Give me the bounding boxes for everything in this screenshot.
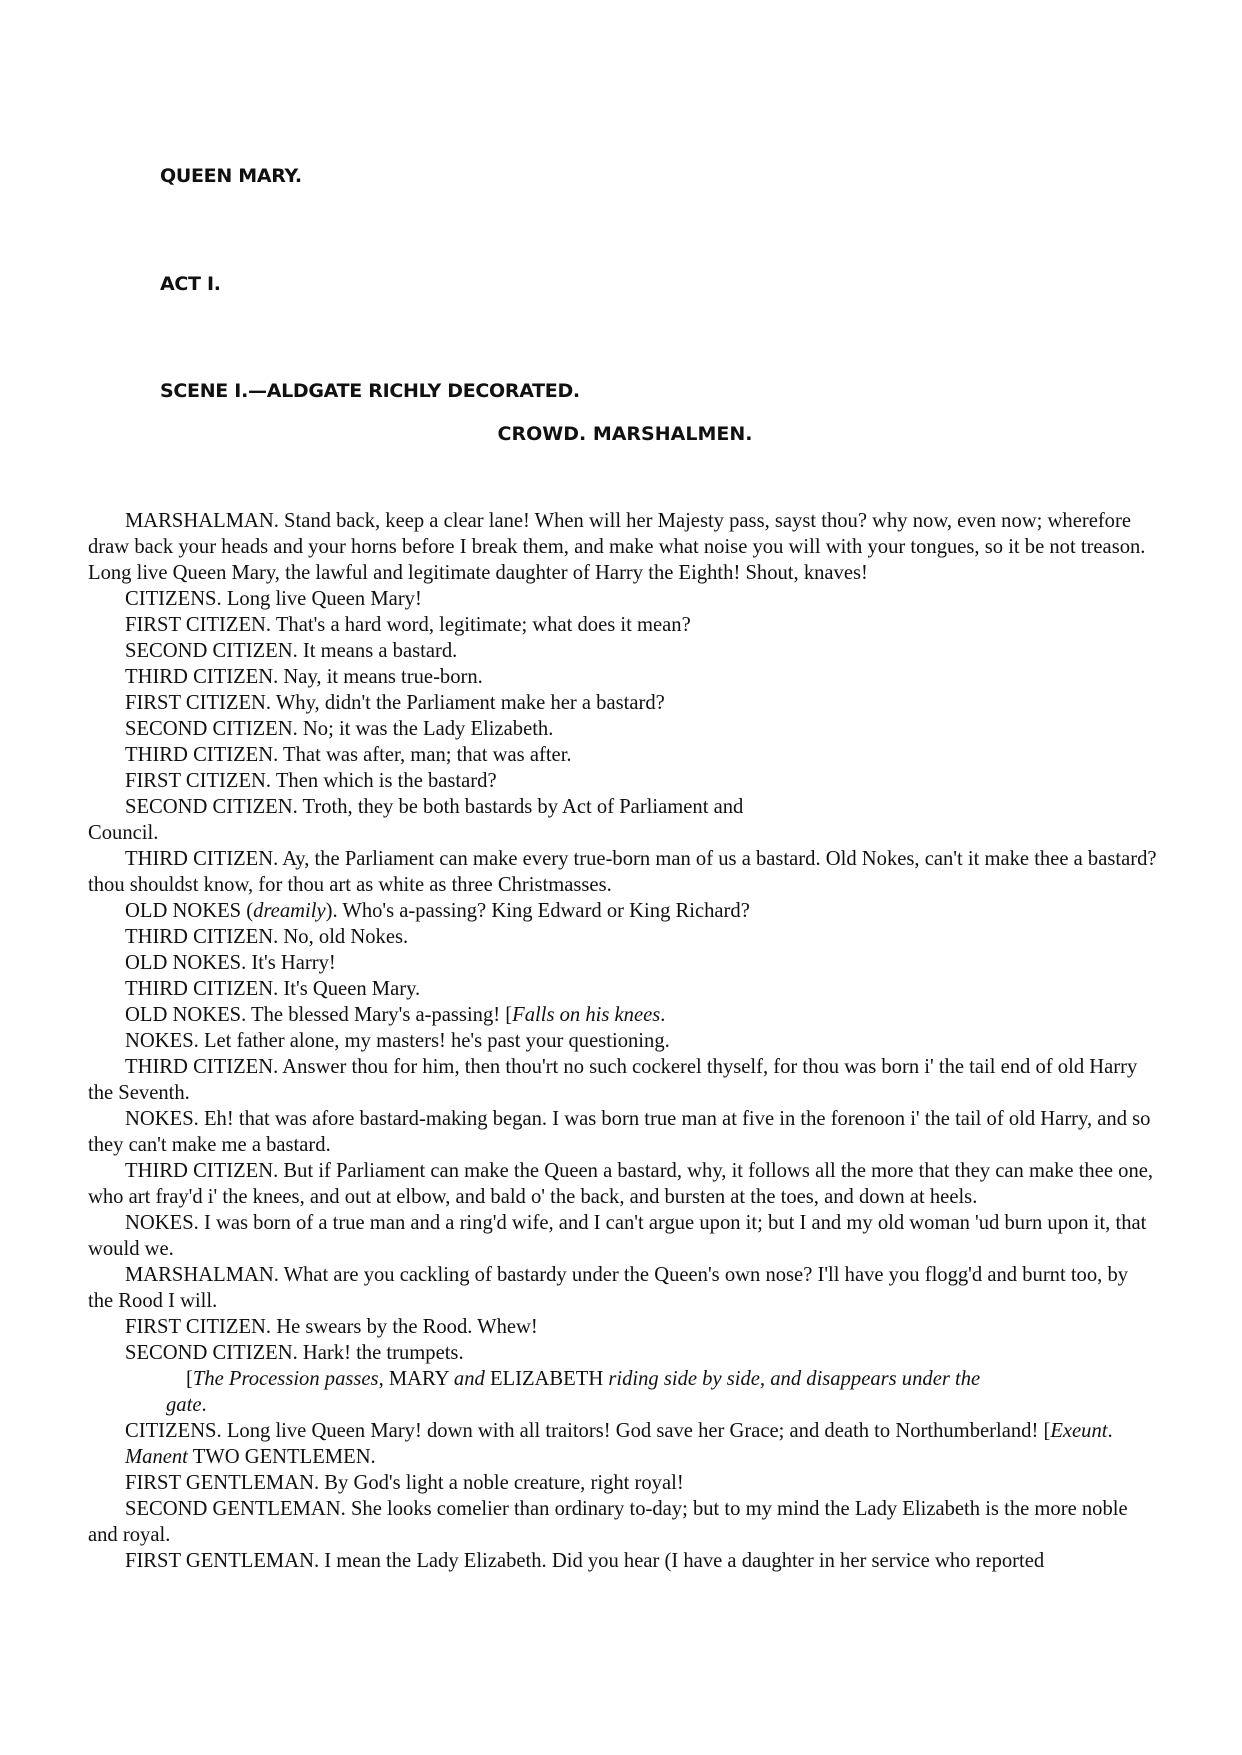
speech-text: Why, didn't the Parliament make her a bastard? xyxy=(271,692,665,714)
speech-text: No; it was the Lady Elizabeth. xyxy=(297,718,554,740)
dialogue-block-2 xyxy=(88,1418,1158,1574)
dialogue-line xyxy=(88,950,1158,976)
speaker-name: SECOND CITIZEN. xyxy=(125,1342,298,1364)
speaker-name: MARSHALMAN. xyxy=(125,1264,279,1286)
dialogue-line xyxy=(88,1340,1158,1366)
punctuation: . xyxy=(660,1004,666,1026)
speaker-name: FIRST CITIZEN. xyxy=(125,614,272,636)
speech-text: Long live Queen Mary! down with all traitors! God save her Grace; and death to Northumberland! [ xyxy=(221,1420,1051,1442)
dialogue-line xyxy=(88,898,1158,924)
speaker-name: THIRD CITIZEN. xyxy=(125,978,279,1000)
speaker-name: SECOND CITIZEN. xyxy=(125,796,298,818)
speaker-name: THIRD CITIZEN. xyxy=(125,1160,279,1182)
speech-text: She looks comelier than ordinary to-day; but to my mind the Lady Elizabeth is the more noble and royal. xyxy=(88,1498,1128,1546)
dialogue-line xyxy=(88,820,1158,846)
dialogue-line xyxy=(88,768,1158,794)
speech-text: That's a hard word, legitimate; what does it mean? xyxy=(271,614,691,636)
speech-text: Council. xyxy=(88,822,159,844)
speech-text: No, old Nokes. xyxy=(278,926,409,948)
stage-direction-text: Falls on his knees xyxy=(512,1004,661,1026)
dialogue-line xyxy=(88,716,1158,742)
speaker-name: THIRD CITIZEN. xyxy=(125,744,279,766)
speech-text: The blessed Mary's a-passing! [ xyxy=(246,1004,513,1026)
dialogue-line xyxy=(88,1470,1158,1496)
dialogue-line xyxy=(88,690,1158,716)
speaker-name: NOKES. xyxy=(125,1212,199,1234)
dialogue-line xyxy=(88,508,1158,586)
speaker-name: FIRST GENTLEMAN. xyxy=(125,1472,320,1494)
speaker-name: CITIZENS. xyxy=(125,588,222,610)
speaker-name: OLD NOKES. xyxy=(125,1004,247,1026)
speech-text: It's Harry! xyxy=(246,952,336,974)
speech-text: What are you cackling of bastardy under the Queen's own nose? I'll have you flogg'd and burnt too, by the Rood I will. xyxy=(88,1264,1129,1312)
speaker-name: CITIZENS. xyxy=(125,1420,222,1442)
speech-text: Long live Queen Mary! xyxy=(221,588,422,610)
speaker-name: FIRST GENTLEMAN. xyxy=(125,1550,320,1572)
speech-text: Hark! the trumpets. xyxy=(297,1342,464,1364)
dialogue-line xyxy=(88,1314,1158,1340)
speaker-name: OLD NOKES ( xyxy=(125,900,254,922)
speech-text: TWO GENTLEMEN. xyxy=(187,1446,376,1468)
dialogue-line xyxy=(88,664,1158,690)
speech-text: Let father alone, my masters! he's past your questioning. xyxy=(198,1030,670,1052)
dialogue-block-1 xyxy=(88,508,1158,1366)
speech-text: Nay, it means true-born. xyxy=(278,666,483,688)
dialogue-line xyxy=(88,1054,1158,1106)
dialogue-line xyxy=(88,1106,1158,1158)
dialogue-line xyxy=(88,1548,1158,1574)
play-title: QUEEN MARY. xyxy=(160,165,302,187)
dialogue-line xyxy=(88,1158,1158,1210)
speaker-name: OLD NOKES. xyxy=(125,952,247,974)
speech-text: Answer thou for him, then thou'rt no such cockerel thyself, for thou was born i' the tail end of old Harry the Seventh. xyxy=(88,1056,1138,1104)
speech-text: I was born of a true man and a ring'd wife, and I can't argue upon it; but I and my old woman 'ud burn upon it, that would we. xyxy=(88,1212,1147,1260)
speech-text: ). Who's a-passing? King Edward or King Richard? xyxy=(325,900,750,922)
speech-text: Then which is the bastard? xyxy=(271,770,497,792)
punctuation: . xyxy=(1107,1420,1113,1442)
speech-text: Troth, they be both bastards by Act of Parliament and xyxy=(297,796,744,818)
dialogue-line xyxy=(88,1002,1158,1028)
speech-text: By God's light a noble creature, right royal! xyxy=(319,1472,684,1494)
stage-direction-text: Exeunt xyxy=(1050,1420,1108,1442)
stage-direction-text: dreamily xyxy=(253,900,326,922)
speaker-name: NOKES. xyxy=(125,1108,199,1130)
speaker-name: SECOND CITIZEN. xyxy=(125,640,298,662)
act-heading: ACT I. xyxy=(160,273,221,295)
speaker-name: THIRD CITIZEN. xyxy=(125,666,279,688)
dialogue-line xyxy=(88,976,1158,1002)
dialogue-line xyxy=(88,846,1158,898)
scene-heading: SCENE I.—ALDGATE RICHLY DECORATED. xyxy=(160,380,580,402)
speaker-name: SECOND CITIZEN. xyxy=(125,718,298,740)
dialogue-line xyxy=(88,794,1158,820)
stage-direction-text: Manent xyxy=(125,1446,188,1468)
play-text xyxy=(88,508,1158,1574)
speech-text: Stand back, keep a clear lane! When will her Majesty pass, sayst thou? why now, even now; wherefore draw back your heads and your horns before I break them, and make what noise you will with your tongues, so it be not treason. Long live Queen Mary, the lawful and legitimate daughter of Harry the Eighth! Shout, knaves! xyxy=(88,510,1146,584)
dialogue-line xyxy=(88,1444,1158,1470)
speaker-name: SECOND GENTLEMAN. xyxy=(125,1498,346,1520)
dramatis-personae: CROWD. MARSHALMEN. xyxy=(497,423,753,445)
dialogue-line xyxy=(88,1210,1158,1262)
dialogue-line xyxy=(88,638,1158,664)
dialogue-line xyxy=(88,1262,1158,1314)
speech-text: But if Parliament can make the Queen a bastard, why, it follows all the more that they can make thee one, who art fray'd i' the knees, and out at elbow, and bald o' the back, and bursten at the toes, and down at heels. xyxy=(88,1160,1154,1208)
dialogue-line xyxy=(88,612,1158,638)
speaker-name: FIRST CITIZEN. xyxy=(125,692,272,714)
speech-text: That was after, man; that was after. xyxy=(278,744,572,766)
speech-text: Eh! that was afore bastard-making began. I was born true man at five in the forenoon i' the tail of old Harry, and so they can't make me a bastard. xyxy=(88,1108,1151,1156)
speech-text: It's Queen Mary. xyxy=(278,978,421,1000)
speech-text: I mean the Lady Elizabeth. Did you hear (I have a daughter in her service who reported xyxy=(319,1550,1045,1572)
speaker-name: FIRST CITIZEN. xyxy=(125,770,272,792)
speaker-name: FIRST CITIZEN. xyxy=(125,1316,272,1338)
dialogue-line xyxy=(88,1028,1158,1054)
speaker-name: MARSHALMAN. xyxy=(125,510,279,532)
stage-direction: [The Procession passes, MARY and ELIZABETH riding side by side, and disappears under the gate. xyxy=(166,1368,981,1416)
dialogue-line xyxy=(88,1418,1158,1444)
speaker-name: THIRD CITIZEN. xyxy=(125,1056,279,1078)
speech-text: He swears by the Rood. Whew! xyxy=(271,1316,538,1338)
dialogue-line xyxy=(88,1496,1158,1548)
dialogue-line xyxy=(88,586,1158,612)
speaker-name: THIRD CITIZEN. xyxy=(125,848,279,870)
speech-text: It means a bastard. xyxy=(297,640,458,662)
speech-text: Ay, the Parliament can make every true-born man of us a bastard. Old Nokes, can't it make thee a bastard? thou shouldst know, for thou art as white as three Christmasses. xyxy=(88,848,1157,896)
dialogue-line xyxy=(88,742,1158,768)
speaker-name: THIRD CITIZEN. xyxy=(125,926,279,948)
dialogue-line xyxy=(88,924,1158,950)
speaker-name: NOKES. xyxy=(125,1030,199,1052)
